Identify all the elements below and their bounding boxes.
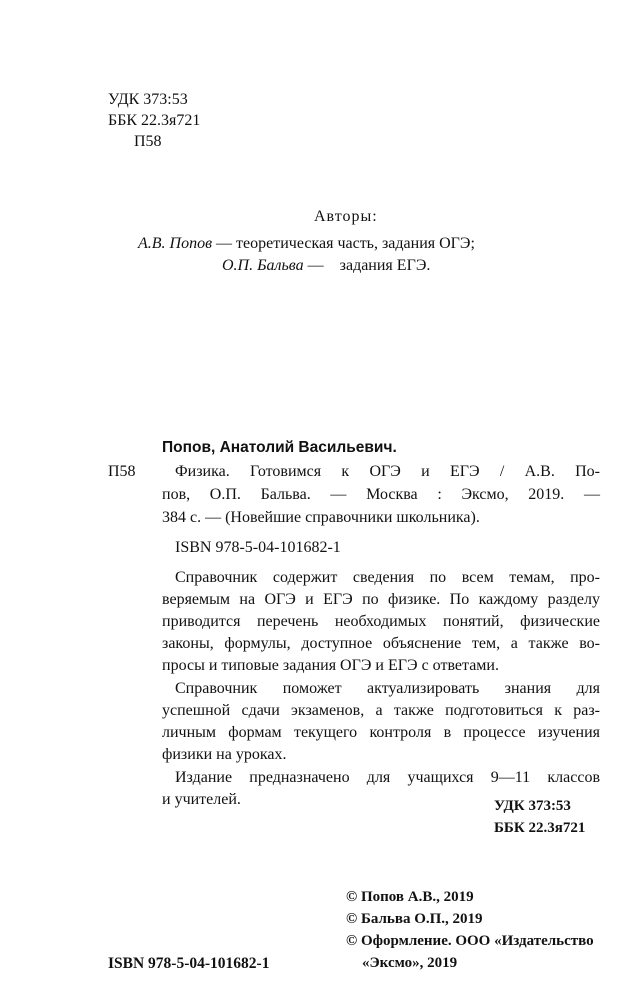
authors-line-2 xyxy=(222,256,430,276)
author-1-role: теоретическая часть, задания ОГЭ; xyxy=(236,235,475,252)
copyright-2: © Бальва О.П., 2019 xyxy=(346,911,483,927)
annotation-p2-l1: Справочник поможет актуализировать знания для xyxy=(175,680,600,697)
footer-isbn: ISBN 978-5-04-101682-1 xyxy=(108,955,270,972)
bbk-bottom: ББК 22.3я721 xyxy=(494,820,586,836)
catalog-desc-line-3: 384 с. — (Новейшие справочники школьника). xyxy=(162,509,480,526)
copyright-1: © Попов А.В., 2019 xyxy=(346,889,474,905)
author-2-dash: — xyxy=(307,257,324,274)
author-2-name: О.П. Бальва xyxy=(222,257,304,274)
annotation-p1-l3: приводится перечень необходимых понятий, физические xyxy=(162,613,600,630)
copyright-4: «Эксмо», 2019 xyxy=(362,955,458,971)
catalog-author: Попов, Анатолий Васильевич. xyxy=(162,439,397,456)
authors-line-1 xyxy=(138,234,475,254)
annotation-p1-l2: веряемым на ОГЭ и ЕГЭ по физике. По каждому разделу xyxy=(162,591,600,608)
code-top: П58 xyxy=(134,133,162,150)
annotation-p1-l1: Справочник содержит сведения по всем темам, про- xyxy=(175,569,600,586)
catalog-isbn: ISBN 978-5-04-101682-1 xyxy=(175,539,341,556)
udk-top: УДК 373:53 xyxy=(108,91,188,108)
annotation-p3-l2: и учителей. xyxy=(162,791,241,808)
annotation-p2-l2: успешной сдачи экзаменов, а также подготовиться к раз- xyxy=(162,702,600,719)
bbk-top: ББК 22.3я721 xyxy=(108,112,201,129)
author-1-dash: — xyxy=(216,235,233,252)
authors-heading: Авторы: xyxy=(314,208,378,225)
author-1-name: А.В. Попов xyxy=(138,235,213,252)
annotation-p2-l3: личным формам текущего контроля в процессе изучения xyxy=(162,724,600,741)
udk-bottom: УДК 373:53 xyxy=(494,798,571,814)
catalog-code: П58 xyxy=(108,463,136,480)
catalog-desc-line-2: пов, О.П. Бальва. — Москва : Эксмо, 2019. — xyxy=(162,486,600,503)
annotation-p3-l1: Издание предназначено для учащихся 9—11 классов xyxy=(175,769,600,786)
annotation-p1-l5: просы и типовые задания ОГЭ и ЕГЭ с ответами. xyxy=(162,657,499,674)
catalog-desc-line-1: Физика. Готовимся к ОГЭ и ЕГЭ / А.В. По- xyxy=(175,463,600,480)
copyright-3: © Оформление. ООО «Издательство xyxy=(346,933,594,949)
author-2-role: задания ЕГЭ. xyxy=(339,257,431,274)
annotation-p1-l4: законы, формулы, доступное объяснение тем, а также во- xyxy=(162,635,600,652)
annotation-p2-l4: физики на уроках. xyxy=(162,746,287,763)
